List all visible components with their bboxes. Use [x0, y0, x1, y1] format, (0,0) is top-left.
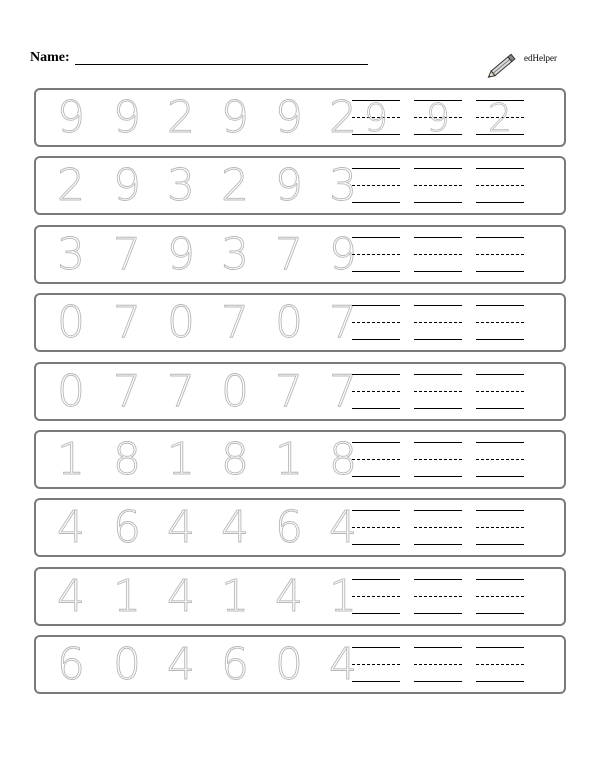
guide-line: [352, 391, 400, 392]
guide-line: [352, 613, 400, 614]
trace-digit: 0: [275, 296, 303, 348]
write-slot[interactable]: [352, 637, 400, 692]
guide-line: [414, 305, 462, 306]
trace-digit: 1: [221, 570, 249, 622]
trace-digit: 0: [167, 296, 195, 348]
trace-digit: 9: [113, 91, 141, 143]
guide-line: [414, 459, 462, 460]
guide-line: [352, 322, 400, 323]
write-slot[interactable]: [414, 364, 462, 419]
guide-line: [352, 408, 400, 409]
guide-line: [414, 681, 462, 682]
trace-digit: 9: [221, 91, 249, 143]
write-slot[interactable]: [476, 158, 524, 213]
write-slot[interactable]: [352, 227, 400, 282]
trace-digit: 6: [113, 501, 141, 553]
guide-line: [352, 476, 400, 477]
guide-line: [476, 237, 524, 238]
trace-digit: 1: [275, 433, 303, 485]
write-slot[interactable]: [352, 295, 400, 350]
trace-digit: 7: [167, 365, 195, 417]
guide-line: [352, 237, 400, 238]
trace-digit: 9: [275, 91, 303, 143]
trace-digit: 9: [57, 91, 85, 143]
brand-label: edHelper: [524, 53, 557, 63]
guide-line: [414, 527, 462, 528]
trace-digit: 0: [275, 638, 303, 690]
guide-line: [476, 271, 524, 272]
guide-line: [414, 339, 462, 340]
guide-line: [414, 579, 462, 580]
trace-digit: 4: [329, 638, 357, 690]
trace-digit: 6: [221, 638, 249, 690]
trace-digit: 4: [167, 570, 195, 622]
guide-line: [352, 527, 400, 528]
write-slot[interactable]: [352, 500, 400, 555]
guide-line: [352, 579, 400, 580]
trace-digit: 1: [167, 433, 195, 485]
guide-line: [352, 339, 400, 340]
guide-line: [414, 442, 462, 443]
guide-line: [352, 544, 400, 545]
trace-digit: 1: [57, 433, 85, 485]
trace-digit: 0: [57, 296, 85, 348]
trace-digit: 4: [167, 638, 195, 690]
trace-digit: 9: [167, 228, 195, 280]
trace-digit: 7: [113, 228, 141, 280]
trace-digit: 2: [221, 159, 249, 211]
guide-line: [476, 374, 524, 375]
guide-line: [414, 391, 462, 392]
guide-line: [352, 271, 400, 272]
guide-line: [476, 544, 524, 545]
trace-digit: 1: [113, 570, 141, 622]
practice-row: [34, 635, 566, 694]
guide-line: [352, 374, 400, 375]
guide-line: [414, 664, 462, 665]
write-slot[interactable]: [414, 295, 462, 350]
guide-line: [352, 459, 400, 460]
guide-line: [352, 185, 400, 186]
guide-line: [476, 202, 524, 203]
trace-digit: 6: [57, 638, 85, 690]
example-digit: 9: [425, 95, 451, 140]
example-digit: 2: [487, 95, 513, 140]
guide-line: [414, 647, 462, 648]
guide-line: [414, 544, 462, 545]
write-slot[interactable]: [352, 432, 400, 487]
trace-digit: 8: [113, 433, 141, 485]
write-slot[interactable]: [414, 432, 462, 487]
practice-row: [34, 498, 566, 557]
trace-digit: 9: [113, 159, 141, 211]
trace-digit: 8: [329, 433, 357, 485]
guide-line: [414, 408, 462, 409]
guide-line: [476, 596, 524, 597]
practice-row: [34, 293, 566, 352]
trace-digit: 2: [329, 91, 357, 143]
guide-line: [476, 391, 524, 392]
name-label: Name:: [30, 50, 70, 65]
write-slot[interactable]: [476, 295, 524, 350]
guide-line: [414, 237, 462, 238]
guide-line: [476, 185, 524, 186]
write-slot[interactable]: [476, 90, 524, 145]
trace-digit: 7: [329, 365, 357, 417]
guide-line: [476, 305, 524, 306]
trace-digit: 3: [329, 159, 357, 211]
guide-line: [414, 613, 462, 614]
guide-line: [476, 579, 524, 580]
guide-line: [476, 476, 524, 477]
guide-line: [352, 254, 400, 255]
practice-row: [34, 156, 566, 215]
guide-line: [414, 271, 462, 272]
practice-row: [34, 430, 566, 489]
write-slot[interactable]: [352, 90, 400, 145]
guide-line: [352, 510, 400, 511]
write-slot[interactable]: [414, 637, 462, 692]
trace-digit: 3: [221, 228, 249, 280]
guide-line: [476, 339, 524, 340]
guide-line: [352, 168, 400, 169]
trace-digit: 0: [113, 638, 141, 690]
guide-line: [352, 202, 400, 203]
write-slot[interactable]: [352, 364, 400, 419]
guide-line: [476, 442, 524, 443]
practice-row: [34, 362, 566, 421]
trace-digit: 4: [57, 501, 85, 553]
practice-row: [34, 567, 566, 626]
trace-digit: 9: [275, 159, 303, 211]
trace-digit: 9: [329, 228, 357, 280]
trace-digit: 4: [167, 501, 195, 553]
trace-digit: 3: [167, 159, 195, 211]
trace-digit: 3: [57, 228, 85, 280]
guide-line: [414, 374, 462, 375]
write-slot[interactable]: [476, 569, 524, 624]
write-slot[interactable]: [476, 637, 524, 692]
guide-line: [352, 596, 400, 597]
trace-digit: 4: [57, 570, 85, 622]
trace-digit: 7: [329, 296, 357, 348]
guide-line: [476, 459, 524, 460]
guide-line: [414, 596, 462, 597]
guide-line: [414, 168, 462, 169]
guide-line: [476, 254, 524, 255]
write-slot[interactable]: [476, 364, 524, 419]
trace-digit: 4: [221, 501, 249, 553]
guide-line: [414, 510, 462, 511]
guide-line: [414, 254, 462, 255]
trace-digit: 7: [275, 365, 303, 417]
write-slot[interactable]: [476, 500, 524, 555]
trace-digit: 4: [275, 570, 303, 622]
trace-digit: 1: [329, 570, 357, 622]
write-slot[interactable]: [352, 158, 400, 213]
guide-line: [414, 476, 462, 477]
guide-line: [476, 681, 524, 682]
trace-digit: 2: [57, 159, 85, 211]
guide-line: [476, 613, 524, 614]
write-slot[interactable]: [476, 432, 524, 487]
trace-digit: 0: [57, 365, 85, 417]
write-slot[interactable]: [414, 90, 462, 145]
guide-line: [414, 202, 462, 203]
guide-line: [476, 647, 524, 648]
guide-line: [476, 510, 524, 511]
practice-row: [34, 225, 566, 284]
practice-row: [34, 88, 566, 147]
guide-line: [414, 185, 462, 186]
guide-line: [476, 527, 524, 528]
trace-digit: 8: [221, 433, 249, 485]
write-slot[interactable]: [414, 227, 462, 282]
guide-line: [476, 408, 524, 409]
guide-line: [352, 647, 400, 648]
write-slot[interactable]: [414, 158, 462, 213]
write-slot[interactable]: [352, 569, 400, 624]
guide-line: [352, 305, 400, 306]
guide-line: [476, 168, 524, 169]
write-slot[interactable]: [414, 569, 462, 624]
trace-digit: 7: [113, 365, 141, 417]
guide-line: [414, 322, 462, 323]
trace-digit: 7: [221, 296, 249, 348]
guide-line: [476, 322, 524, 323]
trace-digit: 7: [113, 296, 141, 348]
guide-line: [352, 442, 400, 443]
guide-line: [476, 664, 524, 665]
example-digit: 9: [363, 95, 389, 140]
trace-digit: 0: [221, 365, 249, 417]
trace-digit: 7: [275, 228, 303, 280]
write-slot[interactable]: [414, 500, 462, 555]
guide-line: [352, 664, 400, 665]
trace-digit: 6: [275, 501, 303, 553]
trace-digit: 4: [329, 501, 357, 553]
guide-line: [352, 681, 400, 682]
trace-digit: 2: [167, 91, 195, 143]
write-slot[interactable]: [476, 227, 524, 282]
